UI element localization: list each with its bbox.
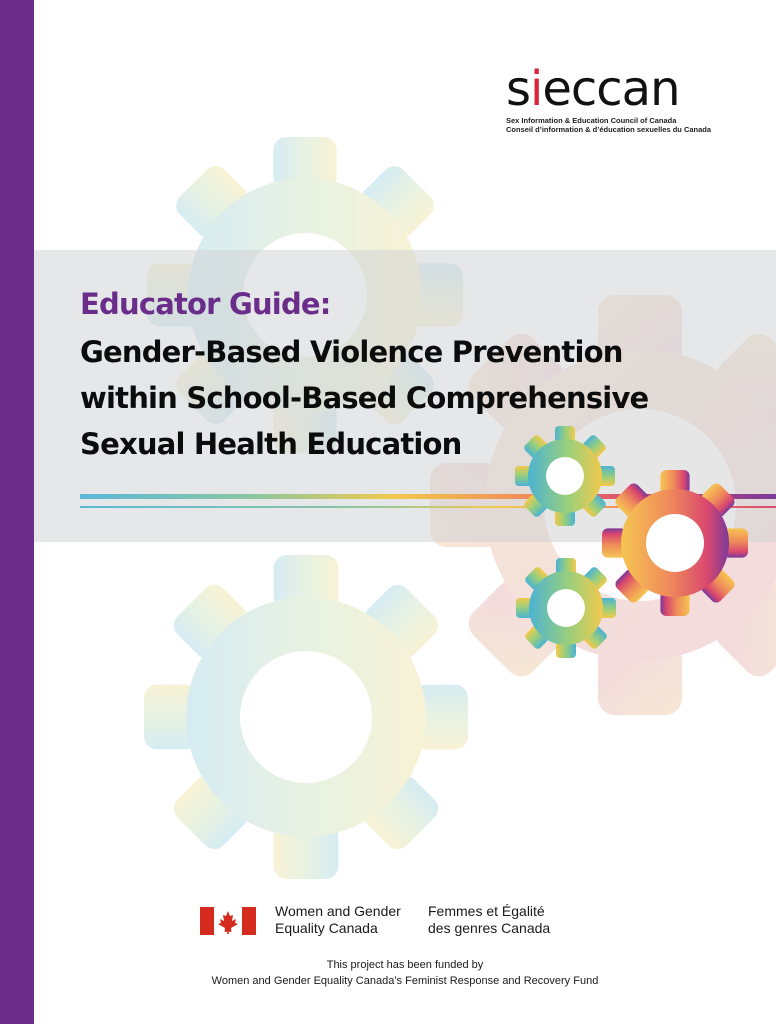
title-line: Sexual Health Education	[80, 427, 462, 461]
funder-name-fr: Femmes et Égalité des genres Canada	[428, 903, 551, 936]
funder-name-en: Women and Gender Equality Canada	[275, 903, 401, 936]
logo-wordmark: sieccan	[506, 61, 680, 117]
title-line: within School-Based Comprehensive	[80, 381, 649, 415]
funding-credit: This project has been funded by Women and Gender Equality Canada’s Feminist Response and Recovery Fund	[211, 959, 599, 987]
title-eyebrow: Educator Guide:	[80, 287, 331, 321]
canada-flag-icon	[200, 907, 256, 935]
title-line: Gender-Based Violence Prevention	[80, 335, 623, 369]
page-title	[80, 329, 740, 467]
logo-subtitle: Sex Information & Education Council of Canada Conseil d’information & d’éducation sexuelles du Canada	[506, 116, 712, 134]
sieccan-logo	[506, 61, 736, 134]
title-block	[80, 285, 740, 467]
